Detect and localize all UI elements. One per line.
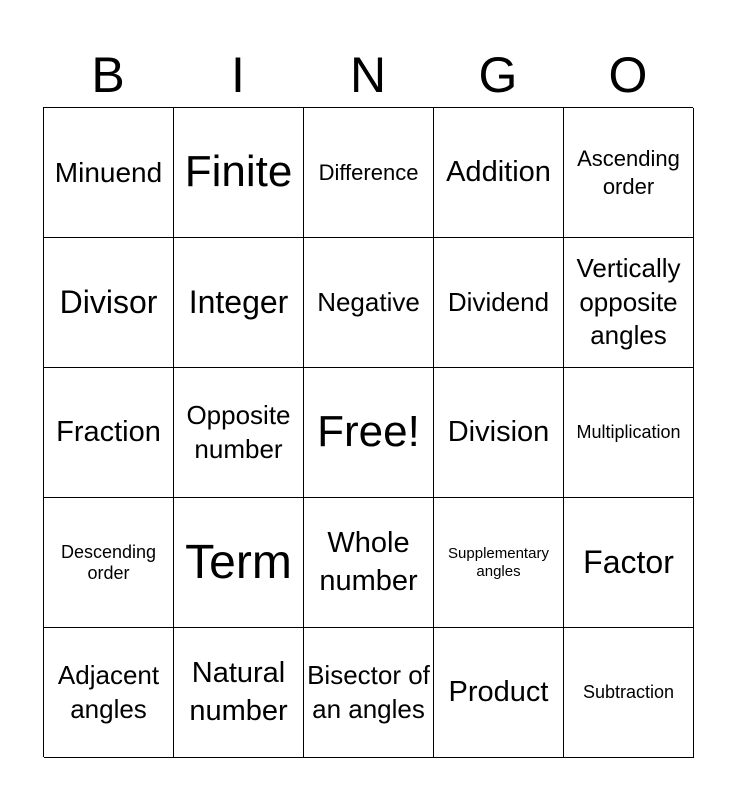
bingo-cell[interactable]: Natural number bbox=[174, 628, 304, 758]
bingo-grid bbox=[43, 107, 693, 757]
bingo-cell[interactable]: Divisor bbox=[44, 238, 174, 368]
bingo-cell[interactable]: Addition bbox=[434, 108, 564, 238]
bingo-cell[interactable]: Supplementary angles bbox=[434, 498, 564, 628]
bingo-cell[interactable]: Subtraction bbox=[564, 628, 694, 758]
bingo-cell[interactable]: Integer bbox=[174, 238, 304, 368]
free-space-cell[interactable]: Free! bbox=[304, 368, 434, 498]
bingo-cell[interactable]: Vertically opposite angles bbox=[564, 238, 694, 368]
bingo-cell[interactable]: Ascending order bbox=[564, 108, 694, 238]
header-letter-b: B bbox=[91, 47, 125, 103]
bingo-cell[interactable]: Difference bbox=[304, 108, 434, 238]
header-letter-o: O bbox=[608, 47, 648, 103]
header-letter-i: I bbox=[231, 47, 245, 103]
bingo-cell[interactable]: Minuend bbox=[44, 108, 174, 238]
bingo-cell[interactable]: Dividend bbox=[434, 238, 564, 368]
header-letter-n: N bbox=[349, 47, 387, 103]
header-letter-g: G bbox=[478, 47, 518, 103]
bingo-header bbox=[43, 48, 693, 103]
bingo-cell[interactable]: Bisector of an angles bbox=[304, 628, 434, 758]
bingo-cell[interactable]: Whole number bbox=[304, 498, 434, 628]
bingo-cell[interactable]: Opposite number bbox=[174, 368, 304, 498]
bingo-cell[interactable]: Term bbox=[174, 498, 304, 628]
bingo-cell[interactable]: Negative bbox=[304, 238, 434, 368]
bingo-cell[interactable]: Fraction bbox=[44, 368, 174, 498]
bingo-cell[interactable]: Factor bbox=[564, 498, 694, 628]
bingo-cell[interactable]: Division bbox=[434, 368, 564, 498]
bingo-cell[interactable]: Descending order bbox=[44, 498, 174, 628]
bingo-cell[interactable]: Product bbox=[434, 628, 564, 758]
bingo-cell[interactable]: Finite bbox=[174, 108, 304, 238]
bingo-cell[interactable]: Multiplication bbox=[564, 368, 694, 498]
bingo-cell[interactable]: Adjacent angles bbox=[44, 628, 174, 758]
